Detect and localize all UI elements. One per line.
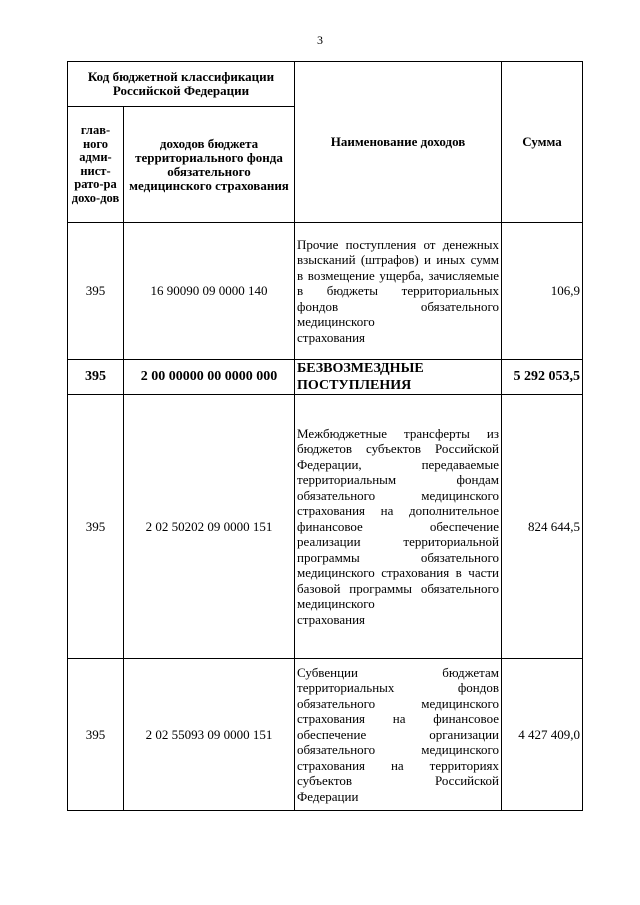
income-name-text: Прочие поступления от денежных взысканий (штрафов) и иных сумм в возмещение ущерба, зачисляемые в бюджеты территориальных фондов обязательного медицинского [297, 236, 500, 330]
sum-cell: 4 427 409,0 [502, 659, 583, 811]
table-row [68, 223, 583, 360]
header-fund-income-code: доходов бюджета территориального фонда обязательного медицинского страхования [124, 107, 295, 223]
admin-code-cell: 395 [68, 395, 124, 659]
income-name-cell [295, 223, 502, 360]
admin-code-cell: 395 [68, 659, 124, 811]
table-row [68, 395, 583, 659]
budget-code-cell: 2 02 50202 09 0000 151 [124, 395, 295, 659]
admin-code-cell: 395 [68, 223, 124, 360]
income-name-cell [295, 659, 502, 811]
budget-code-cell: 2 02 55093 09 0000 151 [124, 659, 295, 811]
income-name-cell [295, 395, 502, 659]
table-row-total [68, 360, 583, 395]
sum-cell: 106,9 [502, 223, 583, 360]
income-name-text: БЕЗВОЗМЕЗДНЫЕ [297, 361, 424, 376]
page-number: 3 [317, 33, 323, 47]
sum-cell: 824 644,5 [502, 395, 583, 659]
budget-code-cell: 16 90090 09 0000 140 [124, 223, 295, 360]
header-income-name: Наименование доходов [295, 62, 502, 223]
header-row-top [68, 62, 583, 107]
header-sum: Сумма [502, 62, 583, 223]
income-name-last-line: страхования [297, 611, 366, 627]
admin-code-cell: 395 [68, 360, 124, 395]
header-chief-admin: глав-ного адми-нист-рато-ра дохо-дов [68, 107, 124, 223]
income-name-last-line: страхования [297, 329, 366, 345]
header-code-group: Код бюджетной классификации Российской Федерации [68, 62, 295, 107]
budget-income-table [67, 61, 583, 811]
income-name-cell [295, 360, 502, 395]
sum-cell: 5 292 053,5 [502, 360, 583, 395]
table-row [68, 659, 583, 811]
budget-code-cell: 2 00 00000 00 0000 000 [124, 360, 295, 395]
income-name-last-line: Федерации [297, 788, 359, 804]
income-name-text: Межбюджетные трансферты из бюджетов субъектов Российской Федерации, передаваемые территориальным фондам обязательного медицинского страхования на дополнительное финансовое обеспечение реализации территориальной программы обязательного медицинского страхования в части базовой программы обязательного медицинского [297, 425, 500, 612]
income-name-text: Субвенции бюджетам территориальных фондов обязательного медицинского страхования на финансовое обеспечение организации обязательного медицинского страхования на территориях субъектов Российской [297, 664, 500, 789]
income-name-last-line: ПОСТУПЛЕНИЯ [297, 378, 412, 393]
